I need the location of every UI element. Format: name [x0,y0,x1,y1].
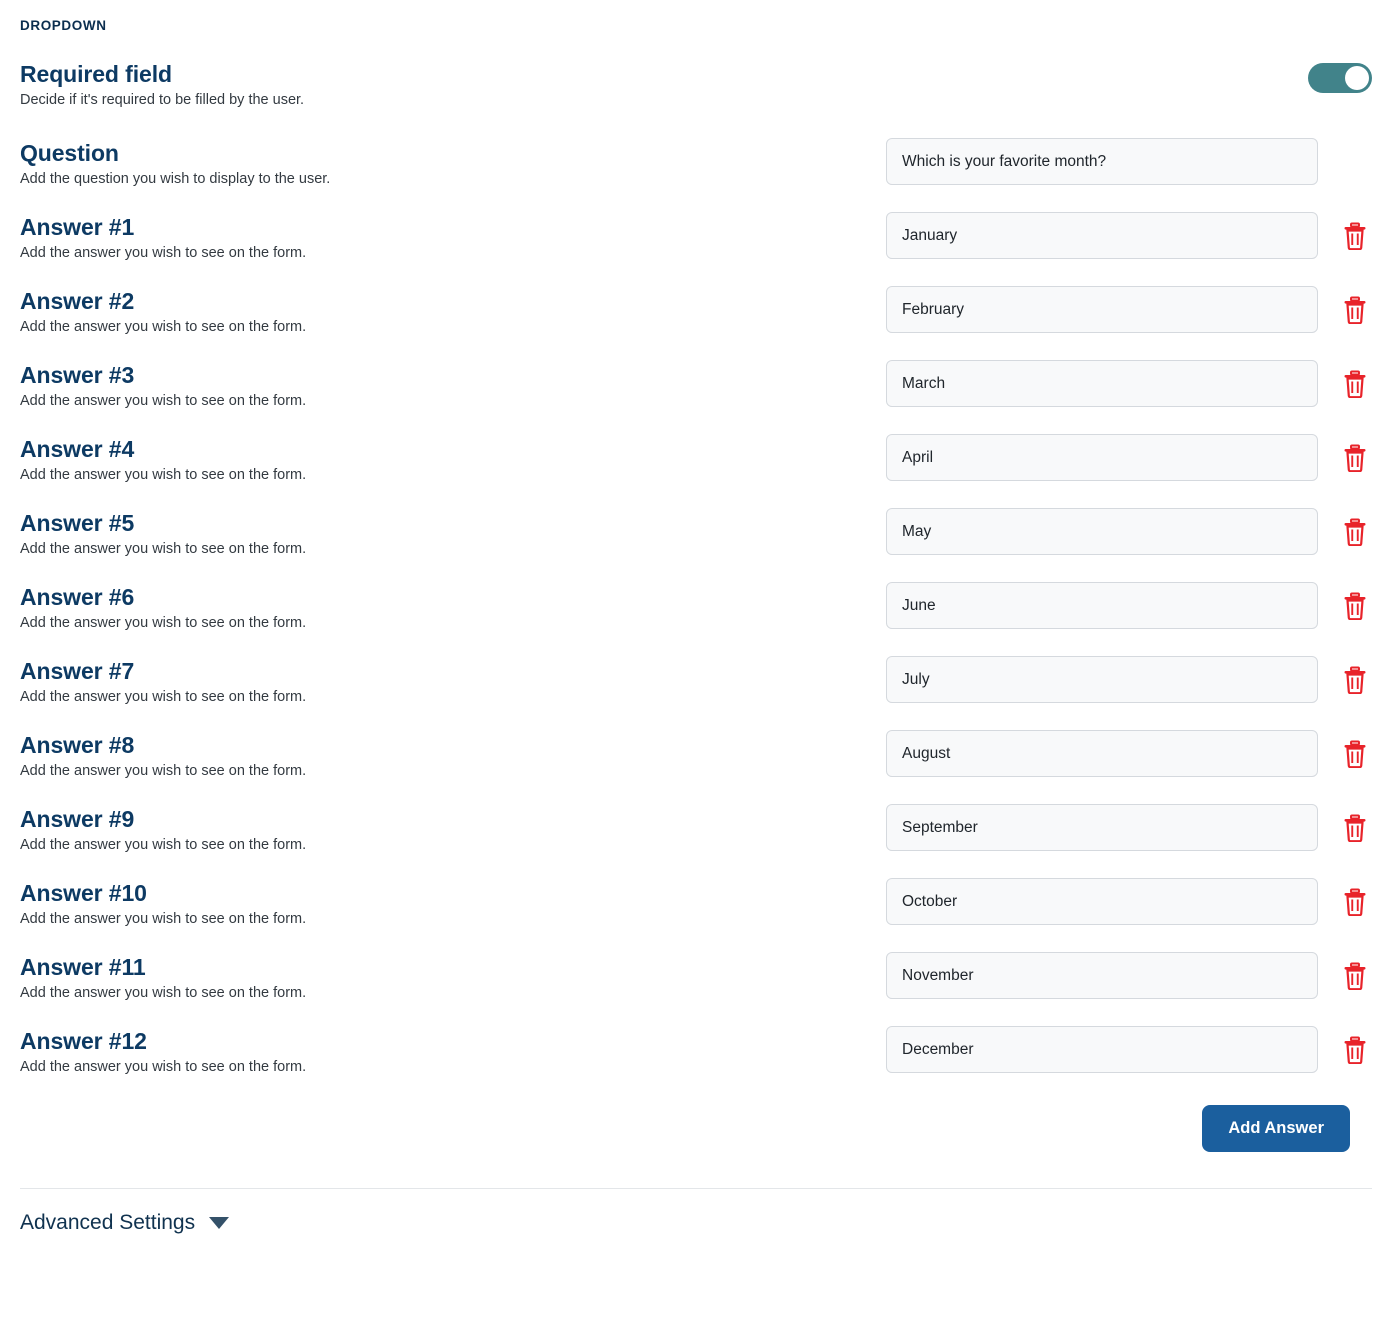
answer-text [20,508,886,557]
answer-text [20,434,886,483]
toggle-knob [1345,66,1369,90]
answer-input[interactable] [886,508,1318,555]
trash-icon-svg [1342,518,1368,546]
answer-row [20,286,1372,335]
chevron-down-icon [209,1217,229,1229]
answer-title: Answer #4 [20,436,135,462]
answer-text [20,360,886,409]
answer-text [20,1026,886,1075]
answers-list [20,212,1372,1075]
answer-control [886,656,1372,703]
trash-icon-svg [1342,444,1368,472]
answer-title: Answer #11 [20,954,146,980]
answer-control [886,952,1372,999]
required-field-row [20,59,1372,108]
answer-control [886,434,1372,481]
answer-subtitle: Add the answer you wish to see on the form. [20,911,307,927]
trash-icon-svg [1342,592,1368,620]
add-answer-row [20,1105,1372,1152]
answer-subtitle: Add the answer you wish to see on the form. [20,1059,307,1075]
answer-control [886,730,1372,777]
answer-input[interactable] [886,952,1318,999]
trash-icon-svg [1342,740,1368,768]
required-field-toggle[interactable] [1308,63,1372,93]
trash-icon-svg [1342,814,1368,842]
answer-row [20,212,1372,261]
delete-answer-button[interactable] [1340,1033,1370,1067]
question-title: Question [20,140,119,166]
answer-input[interactable] [886,360,1318,407]
answer-row [20,804,1372,853]
delete-answer-button[interactable] [1340,441,1370,475]
answer-text [20,878,886,927]
answer-control [886,508,1372,555]
advanced-settings-toggle[interactable] [20,1189,1372,1255]
answer-subtitle: Add the answer you wish to see on the form. [20,985,307,1001]
question-input[interactable] [886,138,1318,185]
answer-title: Answer #7 [20,658,135,684]
required-field-title: Required field [20,61,172,87]
answer-input[interactable] [886,582,1318,629]
answer-control [886,878,1372,925]
delete-answer-button[interactable] [1340,367,1370,401]
answer-input[interactable] [886,804,1318,851]
delete-answer-button[interactable] [1340,589,1370,623]
answer-title: Answer #2 [20,288,135,314]
answer-input[interactable] [886,878,1318,925]
answer-control [886,360,1372,407]
answer-row [20,360,1372,409]
answer-subtitle: Add the answer you wish to see on the form. [20,541,307,557]
delete-answer-button[interactable] [1340,219,1370,253]
answer-input[interactable] [886,434,1318,481]
answer-input[interactable] [886,656,1318,703]
answer-title: Answer #9 [20,806,135,832]
answer-control [886,582,1372,629]
answer-subtitle: Add the answer you wish to see on the form. [20,837,307,853]
answer-text [20,212,886,261]
answer-input[interactable] [886,212,1318,259]
delete-answer-button[interactable] [1340,959,1370,993]
answer-input[interactable] [886,286,1318,333]
trash-icon-svg [1342,962,1368,990]
advanced-settings-label: Advanced Settings [20,1211,196,1234]
answer-row [20,730,1372,779]
answer-text [20,582,886,631]
question-subtitle: Add the question you wish to display to the user. [20,171,331,187]
question-control [886,138,1372,185]
delete-answer-button[interactable] [1340,737,1370,771]
answer-title: Answer #3 [20,362,135,388]
required-field-control [886,59,1372,93]
answer-title: Answer #5 [20,510,135,536]
answer-input[interactable] [886,1026,1318,1073]
answer-title: Answer #12 [20,1028,147,1054]
delete-answer-button[interactable] [1340,293,1370,327]
answer-subtitle: Add the answer you wish to see on the form. [20,319,307,335]
answer-row [20,582,1372,631]
trash-icon-svg [1342,1036,1368,1064]
required-field-text [20,59,886,108]
question-row [20,138,1372,187]
answer-row [20,878,1372,927]
answer-row [20,656,1372,705]
answer-control [886,212,1372,259]
trash-icon-svg [1342,888,1368,916]
answer-text [20,286,886,335]
answer-control [886,286,1372,333]
section-eyebrow: DROPDOWN [20,18,107,33]
question-text [20,138,886,187]
answer-title: Answer #10 [20,880,147,906]
answer-row [20,1026,1372,1075]
answer-text [20,804,886,853]
answer-title: Answer #6 [20,584,135,610]
trash-icon-svg [1342,296,1368,324]
answer-control [886,804,1372,851]
answer-text [20,730,886,779]
answer-subtitle: Add the answer you wish to see on the form. [20,245,307,261]
required-field-subtitle: Decide if it's required to be filled by the user. [20,92,305,108]
answer-text [20,656,886,705]
answer-subtitle: Add the answer you wish to see on the form. [20,689,307,705]
answer-row [20,952,1372,1001]
delete-answer-button[interactable] [1340,811,1370,845]
answer-subtitle: Add the answer you wish to see on the form. [20,763,307,779]
answer-text [20,952,886,1001]
delete-answer-button[interactable] [1340,663,1370,697]
add-answer-button[interactable]: Add Answer [1202,1105,1350,1152]
answer-subtitle: Add the answer you wish to see on the form. [20,615,307,631]
answer-row [20,508,1372,557]
answer-control [886,1026,1372,1073]
answer-subtitle: Add the answer you wish to see on the form. [20,467,307,483]
delete-answer-button[interactable] [1340,885,1370,919]
delete-answer-button[interactable] [1340,515,1370,549]
trash-icon-svg [1342,666,1368,694]
answer-title: Answer #8 [20,732,135,758]
trash-icon-svg [1342,222,1368,250]
answer-input[interactable] [886,730,1318,777]
answer-title: Answer #1 [20,214,135,240]
trash-icon-svg [1342,370,1368,398]
answer-subtitle: Add the answer you wish to see on the form. [20,393,307,409]
answer-row [20,434,1372,483]
